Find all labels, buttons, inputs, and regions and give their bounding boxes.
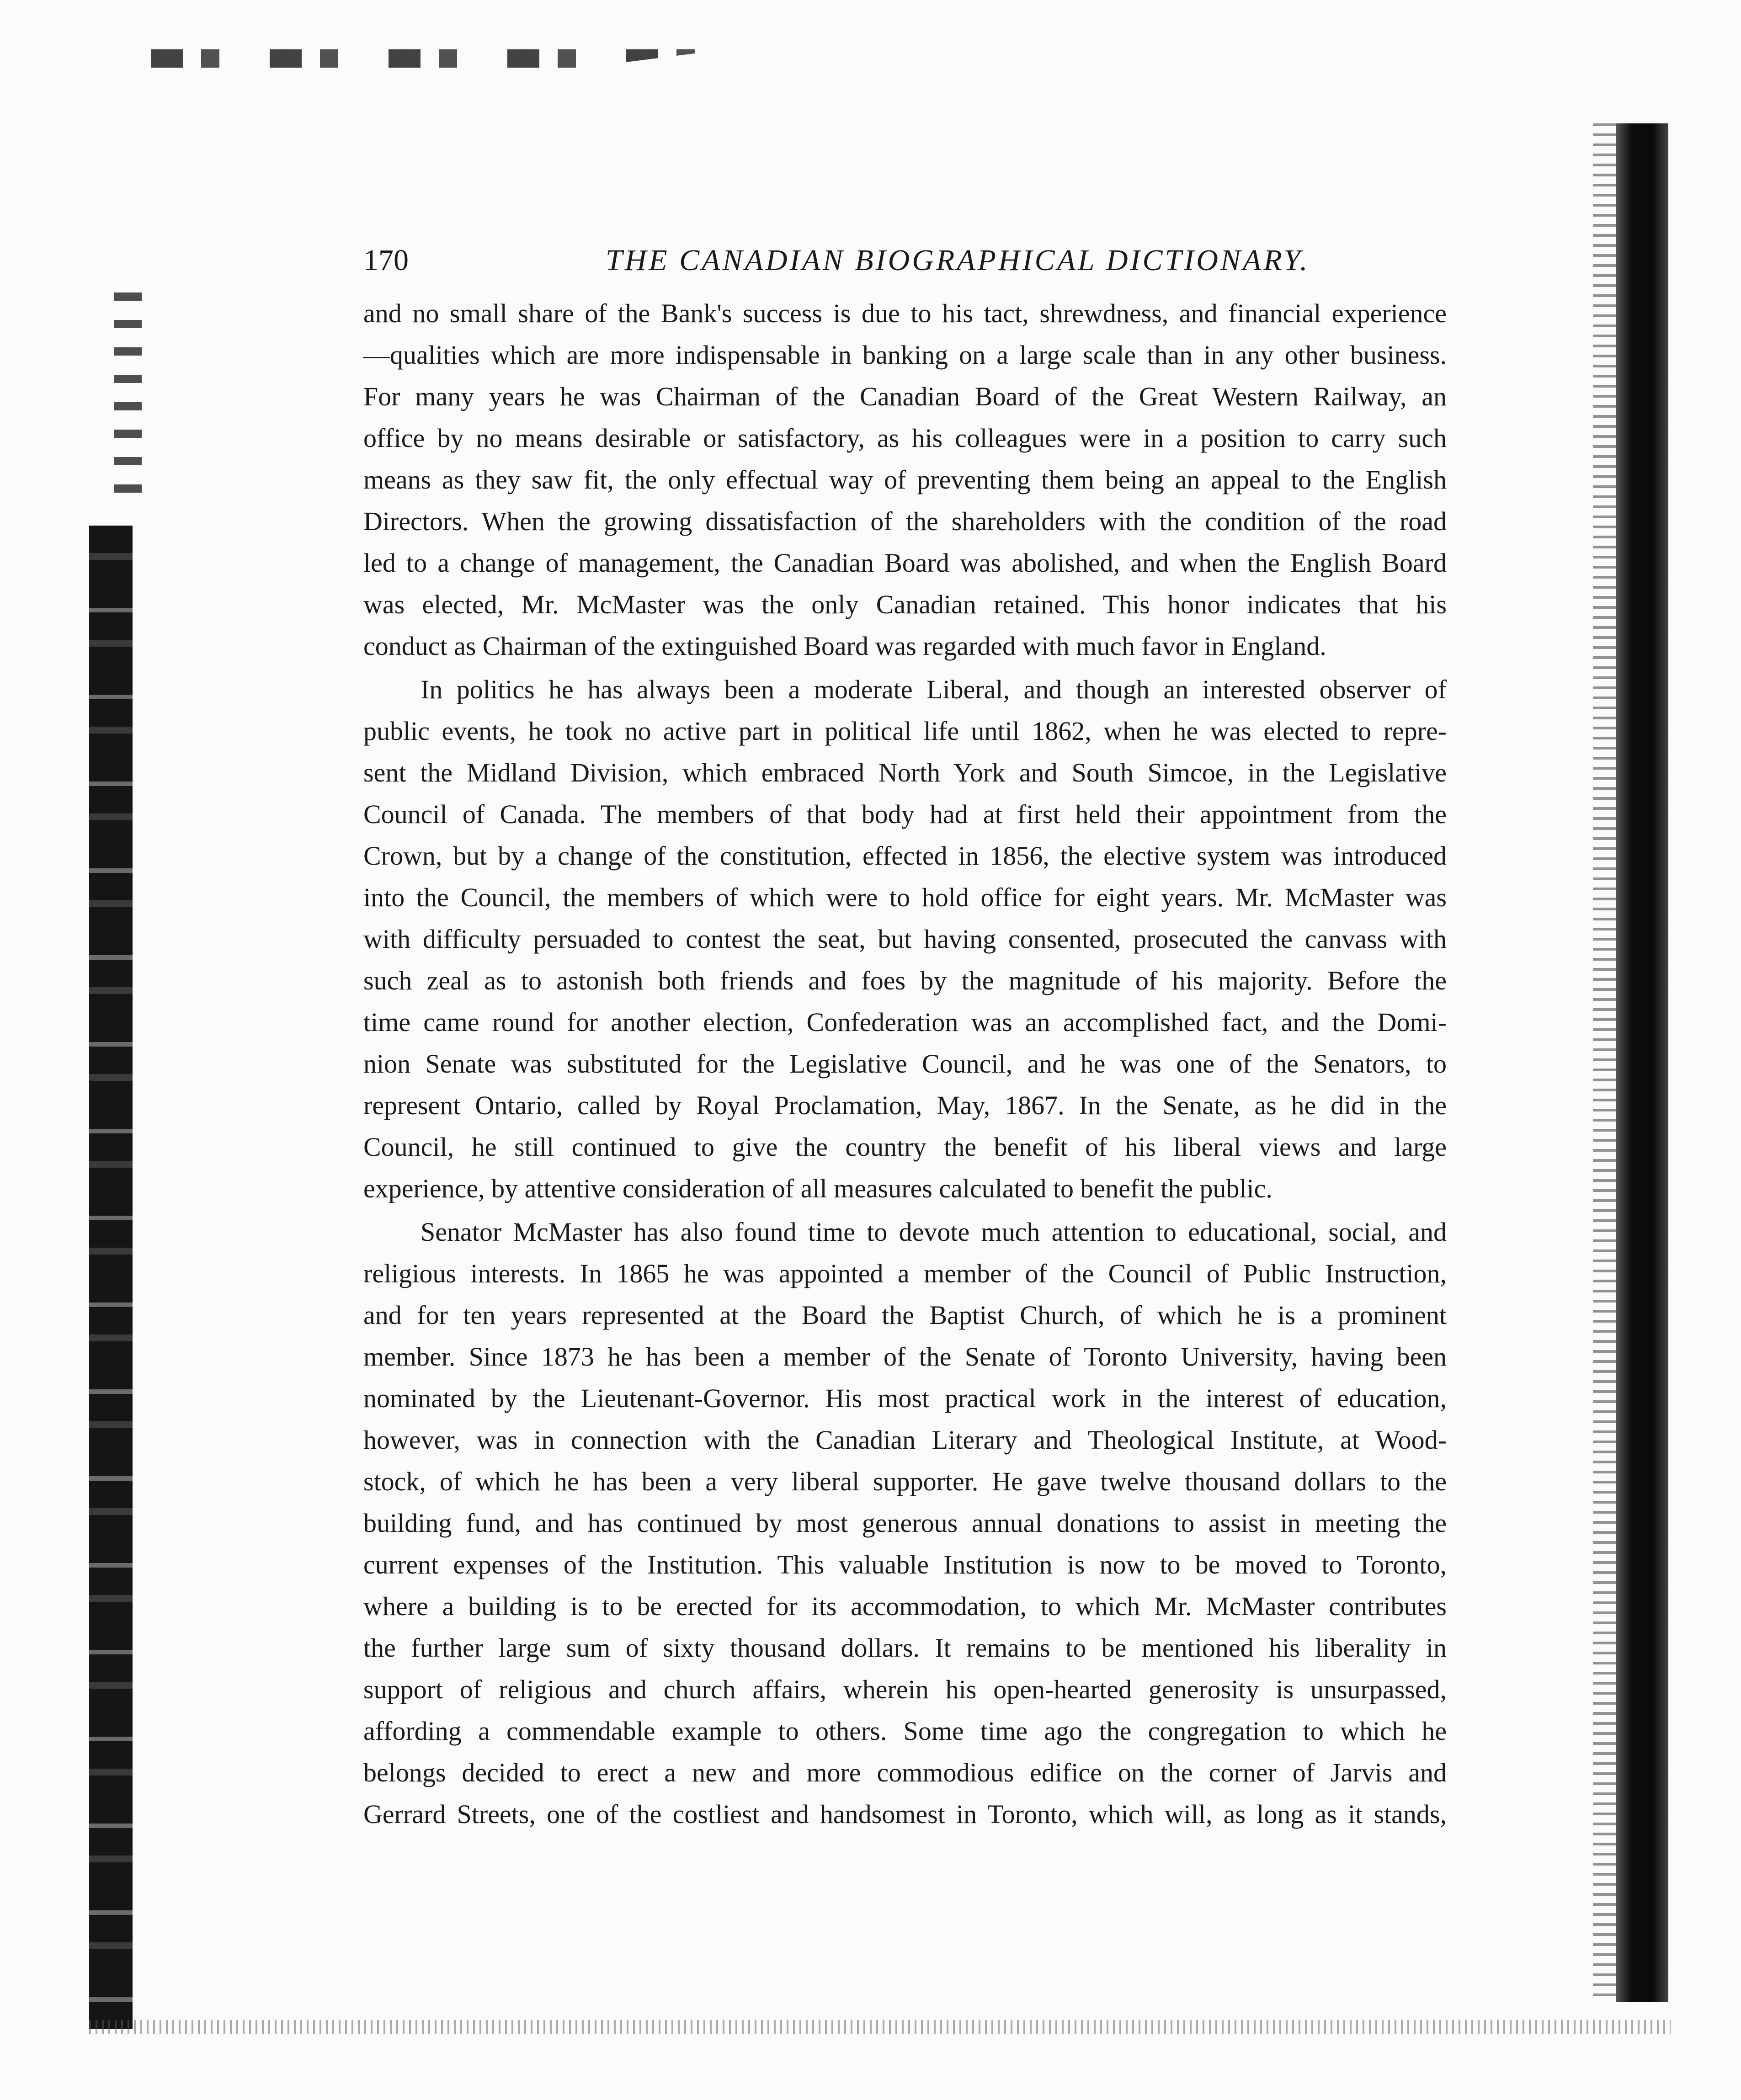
scan-artifact-bottom — [89, 2020, 1671, 2034]
text-line: and for ten years represented at the Board the Baptist Church, of which he is a prominent — [363, 1300, 1447, 1330]
scan-artifact-right-noise — [1593, 123, 1618, 2002]
text-line: In politics he has always been a moderate Liberal, and though an interested observer of — [421, 675, 1447, 704]
text-line: means as they saw fit, the only effectual way of preventing them being an appeal to the English — [363, 465, 1447, 494]
text-line: such zeal as to astonish both friends and foes by the magnitude of his majority. Before the — [363, 966, 1447, 995]
text-line: sent the Midland Division, which embraced North York and South Simcoe, in the Legislative — [363, 758, 1447, 787]
text-line: affording a commendable example to others. Some time ago the congregation to which he — [363, 1716, 1447, 1746]
text-line: conduct as Chairman of the extinguished Board was regarded with much favor in England. — [363, 631, 1326, 661]
text-line: stock, of which he has been a very liberal supporter. He gave twelve thousand dollars to the — [363, 1467, 1447, 1496]
text-line: led to a change of management, the Canadian Board was abolished, and when the English Board — [363, 548, 1447, 578]
running-header — [363, 238, 1447, 283]
text-line: —qualities which are more indispensable in banking on a large scale than in any other business. — [363, 340, 1447, 370]
text-line: into the Council, the members of which were to hold office for eight years. Mr. McMaster was — [363, 883, 1447, 912]
text-line: office by no means desirable or satisfactory, as his colleagues were in a position to carry such — [363, 423, 1447, 453]
text-line: Gerrard Streets, one of the costliest and handsomest in Toronto, which will, as long as it stands, — [363, 1799, 1447, 1829]
scan-artifact-top — [151, 49, 1591, 68]
scan-artifact-left-marks — [114, 292, 142, 507]
text-line: current expenses of the Institution. This valuable Institution is now to be moved to Toronto, — [363, 1550, 1447, 1579]
text-line: Directors. When the growing dissatisfaction of the shareholders with the condition of the road — [363, 506, 1447, 536]
text-line: however, was in connection with the Canadian Literary and Theological Institute, at Wood- — [363, 1425, 1447, 1455]
text-line: Council of Canada. The members of that body had at first held their appointment from the — [363, 799, 1447, 829]
text-line: building fund, and has continued by most generous annual donations to assist in meeting the — [363, 1508, 1447, 1538]
text-line: represent Ontario, called by Royal Proclamation, May, 1867. In the Senate, as he did in the — [363, 1090, 1447, 1120]
text-line: religious interests. In 1865 he was appointed a member of the Council of Public Instruction, — [363, 1259, 1447, 1288]
text-line: nominated by the Lieutenant-Governor. His most practical work in the interest of education, — [363, 1383, 1447, 1413]
text-line: time came round for another election, Confederation was an accomplished fact, and the Domi- — [363, 1007, 1447, 1037]
text-line: nion Senate was substituted for the Legislative Council, and he was one of the Senators, to — [363, 1049, 1447, 1079]
text-line: For many years he was Chairman of the Canadian Board of the Great Western Railway, an — [363, 382, 1447, 411]
running-title: THE CANADIAN BIOGRAPHICAL DICTIONARY. — [606, 244, 1310, 277]
text-line: with difficulty persuaded to contest the seat, but having consented, prosecuted the canvass with — [363, 924, 1447, 954]
text-line: Senator McMaster has also found time to devote much attention to educational, social, and — [421, 1217, 1447, 1247]
text-line: belongs decided to erect a new and more commodious edifice on the corner of Jarvis and — [363, 1758, 1447, 1787]
text-line: and no small share of the Bank's success is due to his tact, shrewdness, and financial experience — [363, 298, 1447, 328]
body-text — [363, 292, 1447, 1835]
paragraph — [363, 669, 1447, 1209]
text-line: where a building is to be erected for its accommodation, to which Mr. McMaster contributes — [363, 1591, 1447, 1621]
text-line: public events, he took no active part in political life until 1862, when he was elected to repre- — [363, 716, 1447, 746]
scan-artifact-right-edge — [1616, 123, 1668, 2002]
text-line: was elected, Mr. McMaster was the only Canadian retained. This honor indicates that his — [363, 590, 1447, 619]
paragraph — [363, 1211, 1447, 1835]
scan-artifact-left-edge — [89, 526, 133, 2029]
text-line: Council, he still continued to give the country the benefit of his liberal views and large — [363, 1132, 1447, 1162]
text-line: Crown, but by a change of the constitution, effected in 1856, the elective system was introduced — [363, 841, 1447, 871]
text-line: member. Since 1873 he has been a member of the Senate of Toronto University, having been — [363, 1342, 1447, 1372]
text-line: the further large sum of sixty thousand dollars. It remains to be mentioned his liberality in — [363, 1633, 1447, 1663]
text-line: experience, by attentive consideration of all measures calculated to benefit the public. — [363, 1174, 1272, 1203]
page-number: 170 — [363, 244, 409, 277]
paragraph — [363, 292, 1447, 667]
text-line: support of religious and church affairs, wherein his open-hearted generosity is unsurpassed, — [363, 1675, 1447, 1704]
